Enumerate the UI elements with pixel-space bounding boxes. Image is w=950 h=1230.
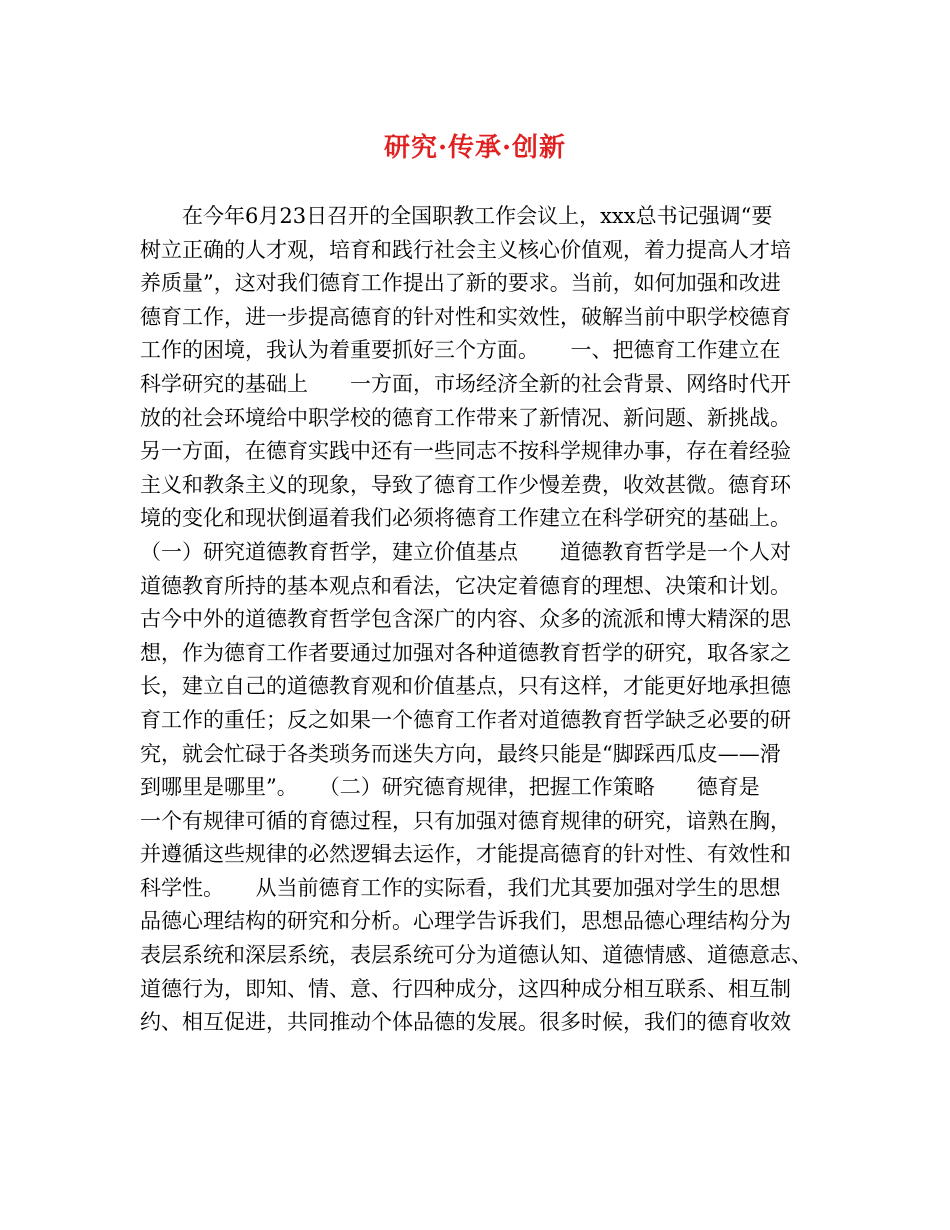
body-line: 养质量”，这对我们德育工作提出了新的要求。当前，如何加强和改进 xyxy=(140,271,781,296)
document-body xyxy=(140,200,830,1040)
body-line: 到哪里是哪里”。 （二）研究德育规律，把握工作策略 德育是 xyxy=(140,775,760,800)
body-line: 古今中外的道德教育哲学包含深广的内容、众多的流派和博大精深的思 xyxy=(140,607,791,632)
body-line: 育工作的重任；反之如果一个德育工作者对道德教育哲学缺乏必要的研 xyxy=(140,707,791,732)
body-line: 在今年6月23日召开的全国职教工作会议上，xxx总书记强调“要 xyxy=(140,204,773,228)
body-line: 科学研究的基础上 一方面，市场经济全新的社会背景、网络时代开 xyxy=(140,371,791,396)
body-line: （一）研究道德教育哲学，建立价值基点 道德教育哲学是一个人对 xyxy=(140,539,791,564)
body-line: 表层系统和深层系统，表层系统可分为道德认知、道德情感、道德意志、 xyxy=(140,943,812,968)
body-line: 究，就会忙碌于各类琐务而迷失方向，最终只能是“脚踩西瓜皮——滑 xyxy=(140,741,781,766)
body-line: 另一方面，在德育实践中还有一些同志不按科学规律办事，存在着经验 xyxy=(140,439,791,464)
body-line: 德育工作，进一步提高德育的针对性和实效性，破解当前中职学校德育 xyxy=(140,304,791,329)
body-line: 道德教育所持的基本观点和看法，它决定着德育的理想、决策和计划。 xyxy=(140,573,791,598)
body-line: 长，建立自己的道德教育观和价值基点，只有这样，才能更好地承担德 xyxy=(140,674,791,699)
body-line: 主义和教条主义的现象，导致了德育工作少慢差费，收效甚微。德育环 xyxy=(140,472,791,497)
body-line: 品德心理结构的研究和分析。心理学告诉我们，思想品德心理结构分为 xyxy=(140,909,791,934)
body-line: 一个有规律可循的育德过程，只有加强对德育规律的研究，谙熟在胸， xyxy=(140,808,791,833)
body-line: 放的社会环境给中职学校的德育工作带来了新情况、新问题、新挑战。 xyxy=(140,405,791,430)
body-line: 想，作为德育工作者要通过加强对各种道德教育哲学的研究，取各家之 xyxy=(140,640,791,665)
body-line: 树立正确的人才观，培育和践行社会主义核心价值观，着力提高人才培 xyxy=(140,237,791,262)
body-line: 约、相互促进，共同推动个体品德的发展。很多时候，我们的德育收效 xyxy=(140,1010,791,1035)
body-line: 科学性。 从当前德育工作的实际看，我们尤其要加强对学生的思想 xyxy=(140,875,781,900)
body-line: 道德行为，即知、情、意、行四种成分，这四种成分相互联系、相互制 xyxy=(140,976,791,1001)
body-line: 工作的困境，我认为着重要抓好三个方面。 一、把德育工作建立在 xyxy=(140,338,781,363)
document-title: 研究·传承·创新 xyxy=(383,133,567,163)
body-line: 境的变化和现状倒逼着我们必须将德育工作建立在科学研究的基础上。 xyxy=(140,506,791,531)
body-line: 并遵循这些规律的必然逻辑去运作，才能提高德育的针对性、有效性和 xyxy=(140,842,791,867)
